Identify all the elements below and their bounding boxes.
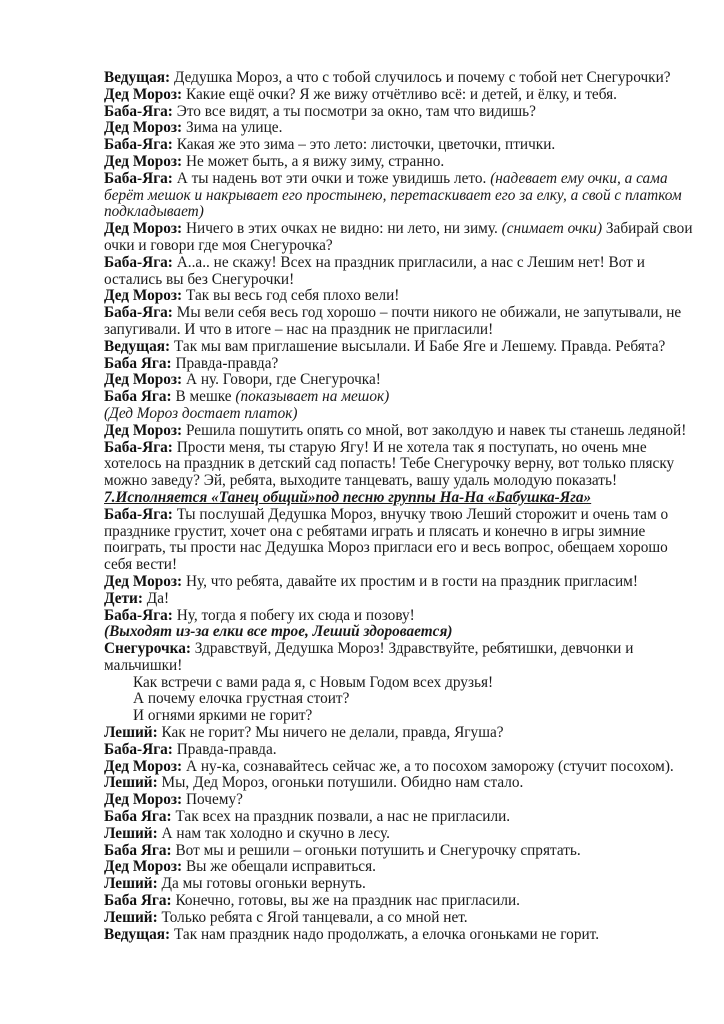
script-line bbox=[104, 490, 704, 507]
dialogue-text: Вот мы и решили – огоньки потушить и Снегурочку спрятать. bbox=[171, 841, 581, 859]
dialogue-text: Ты послушай Дедушка Мороз, внучку твою Леший сторожит и очень там о bbox=[172, 505, 669, 523]
dialogue-text: хотелось на праздник в детский сад попасть! Тебе Снегурочку верну, вот только пляску bbox=[104, 455, 675, 473]
script-line bbox=[104, 809, 704, 826]
script-line bbox=[104, 322, 704, 339]
dialogue-text: остались вы без Снегурочки! bbox=[104, 270, 295, 288]
script-line bbox=[104, 893, 704, 910]
dialogue-text: Ну, что ребята, давайте их простим и в гости на праздник пригласим! bbox=[182, 572, 638, 590]
script-line bbox=[104, 272, 704, 289]
speaker-name: Баба-Яга: bbox=[104, 169, 173, 187]
dialogue-text: Зима на улице. bbox=[182, 119, 283, 137]
verse-line: Как встречи с вами рада я, с Новым Годом всех друзья! bbox=[133, 673, 494, 691]
script-line bbox=[104, 70, 704, 87]
dialogue-text: Как не горит? Мы ничего не делали, правда, Ягуша? bbox=[157, 724, 504, 742]
script-line bbox=[104, 356, 704, 373]
speaker-name: Ведущая: bbox=[104, 69, 171, 86]
script-line bbox=[104, 507, 704, 524]
dialogue-text: Да! bbox=[142, 589, 170, 607]
dialogue-text: А ты надень вот эти очки и тоже увидишь лето. bbox=[172, 169, 491, 187]
script-line bbox=[104, 154, 704, 171]
dialogue-text: Какие ещё очки? Я же вижу отчётливо всё: и детей, и ёлку, и тебя. bbox=[182, 85, 617, 103]
dialogue-text: Вы же обещали исправиться. bbox=[182, 858, 376, 876]
script-line bbox=[104, 339, 704, 356]
speaker-name: Баба-Яга: bbox=[104, 438, 173, 456]
speaker-name: Ведущая: bbox=[104, 337, 171, 355]
speaker-name: Дед Мороз: bbox=[104, 572, 183, 590]
dialogue-text: Конечно, готовы, вы же на праздник нас пригласили. bbox=[171, 892, 520, 910]
speaker-name: Баба-Яга: bbox=[104, 253, 173, 271]
speaker-name: Дед Мороз: bbox=[104, 757, 183, 775]
dialogue-text: Да мы готовы огоньки вернуть. bbox=[157, 875, 366, 893]
script-line bbox=[104, 204, 704, 221]
script-line bbox=[104, 843, 704, 860]
script-line bbox=[104, 876, 704, 893]
script-line bbox=[104, 725, 704, 742]
script-line bbox=[104, 440, 704, 457]
script-line bbox=[104, 792, 704, 809]
speaker-name: Баба Яга: bbox=[104, 892, 172, 910]
speaker-name: Дети: bbox=[104, 589, 143, 607]
script-line bbox=[104, 221, 704, 238]
speaker-name: Баба-Яга: bbox=[104, 505, 173, 523]
stage-direction: (показывает на мешок) bbox=[235, 388, 390, 406]
script-line bbox=[104, 305, 704, 322]
script-line bbox=[104, 641, 704, 658]
dialogue-text: Так нам праздник надо продолжать, а елочка огоньками не горит. bbox=[170, 925, 600, 943]
dialogue-text: Так вы весь год себя плохо вели! bbox=[182, 287, 400, 305]
script-line bbox=[104, 473, 704, 490]
dialogue-text: Мы вели себя весь год хорошо – почти никого не обижали, не запутывали, не bbox=[172, 304, 682, 322]
script-line bbox=[104, 423, 704, 440]
speaker-name: Баба Яга: bbox=[104, 808, 172, 826]
script-line bbox=[104, 238, 704, 255]
dialogue-text: Только ребята с Ягой танцевали, а со мной нет. bbox=[157, 908, 468, 926]
script-line bbox=[104, 389, 704, 406]
script-line bbox=[104, 288, 704, 305]
script-line bbox=[104, 104, 704, 121]
script-line bbox=[104, 675, 704, 692]
speaker-name: Баба-Яга: bbox=[104, 606, 173, 624]
speaker-name: Леший: bbox=[104, 774, 158, 792]
dialogue-text: Здравствуй, Дедушка Мороз! Здравствуйте, ребятишки, девчонки и bbox=[190, 640, 634, 658]
dialogue-text: запугивали. И что в итоге – нас на праздник не пригласили! bbox=[104, 320, 494, 338]
dialogue-text: празднике грустит, хочет она с ребятами играть и плясать и конечно в игры зимние bbox=[104, 522, 646, 540]
script-line bbox=[104, 87, 704, 104]
speaker-name: Леший: bbox=[104, 724, 158, 742]
script-line bbox=[104, 406, 704, 423]
speaker-name: Баба-Яга: bbox=[104, 102, 173, 120]
dialogue-text: Правда-правда? bbox=[171, 354, 279, 372]
dialogue-text: мальчишки! bbox=[104, 656, 183, 674]
script-line bbox=[104, 759, 704, 776]
dialogue-text: поиграть, ты прости нас Дедушка Мороз пригласи его и весь вопрос, обещаем хорошо bbox=[104, 539, 668, 557]
speaker-name: Баба Яга: bbox=[104, 841, 172, 859]
speaker-name: Баба-Яга: bbox=[104, 740, 173, 758]
dialogue-text: А ну-ка, сознавайтесь сейчас же, а то посохом заморожу (стучит посохом). bbox=[182, 757, 674, 775]
dialogue-text: Ничего в этих очках не видно: ни лето, ни зиму. bbox=[182, 220, 502, 238]
speaker-name: Снегурочка: bbox=[104, 640, 191, 658]
dialogue-text: Так всех на праздник позвали, а нас не пригласили. bbox=[171, 808, 511, 826]
dialogue-text: В мешке bbox=[171, 388, 236, 406]
script-line bbox=[104, 137, 704, 154]
speaker-name: Леший: bbox=[104, 908, 158, 926]
stage-direction: (снимает очки) bbox=[501, 220, 603, 238]
dialogue-text: Почему? bbox=[182, 791, 243, 809]
speaker-name: Ведущая: bbox=[104, 925, 171, 943]
section-heading: 7.Исполняется «Танец общий»под песню группы На-На «Бабушка-Яга» bbox=[104, 488, 592, 506]
dialogue-text: можно заведу? Эй, ребята, выходите танцевать, вашу удаль молодую показать! bbox=[104, 472, 618, 490]
speaker-name: Дед Мороз: bbox=[104, 287, 183, 305]
script-line bbox=[104, 557, 704, 574]
script-line bbox=[104, 927, 704, 944]
script-line bbox=[104, 574, 704, 591]
script-line bbox=[104, 120, 704, 137]
speaker-name: Леший: bbox=[104, 824, 158, 842]
dialogue-text: Решила пошутить опять со мной, вот заколдую и навек ты станешь ледяной! bbox=[182, 421, 687, 439]
script-line bbox=[104, 624, 704, 641]
script-line bbox=[104, 171, 704, 188]
script-line bbox=[104, 608, 704, 625]
dialogue-text: Это все видят, а ты посмотри за окно, там что видишь? bbox=[172, 102, 536, 120]
speaker-name: Дед Мороз: bbox=[104, 152, 183, 170]
speaker-name: Дед Мороз: bbox=[104, 119, 183, 137]
stage-direction: берёт мешок и накрывает его простынею, перетаскивает его за елку, а свой с платком bbox=[104, 186, 682, 204]
speaker-name: Дед Мороз: bbox=[104, 220, 183, 238]
stage-direction: (надевает ему очки, а сама bbox=[490, 169, 668, 187]
speaker-name: Дед Мороз: bbox=[104, 791, 183, 809]
script-line bbox=[104, 742, 704, 759]
script-line bbox=[104, 826, 704, 843]
script-line bbox=[104, 372, 704, 389]
script-line bbox=[104, 188, 704, 205]
speaker-name: Баба Яга: bbox=[104, 388, 172, 406]
script-line bbox=[104, 775, 704, 792]
dialogue-text: Так мы вам приглашение высылали. И Бабе Яге и Лешему. Правда. Ребята? bbox=[170, 337, 666, 355]
verse-line: А почему елочка грустная стоит? bbox=[133, 690, 350, 708]
script-line bbox=[104, 456, 704, 473]
dialogue-text: Забирай свои bbox=[602, 220, 693, 238]
dialogue-text: Какая же это зима – это лето: листочки, цветочки, птички. bbox=[172, 136, 556, 154]
dialogue-text: Не может быть, а я вижу зиму, странно. bbox=[182, 152, 445, 170]
dialogue-text: Дедушка Мороз, а что с тобой случилось и почему с тобой нет Снегурочки? bbox=[170, 69, 671, 86]
script-line bbox=[104, 591, 704, 608]
speaker-name: Дед Мороз: bbox=[104, 858, 183, 876]
script-line bbox=[104, 910, 704, 927]
script-line bbox=[104, 708, 704, 725]
dialogue-text: Правда-правда. bbox=[172, 740, 277, 758]
dialogue-text: А нам так холодно и скучно в лесу. bbox=[157, 824, 391, 842]
script-line bbox=[104, 524, 704, 541]
speaker-name: Леший: bbox=[104, 875, 158, 893]
script-line bbox=[104, 691, 704, 708]
stage-direction: (Выходят из-за елки все трое, Леший здоровается) bbox=[104, 623, 453, 641]
stage-direction: подкладывает) bbox=[104, 203, 204, 221]
speaker-name: Дед Мороз: bbox=[104, 371, 183, 389]
stage-direction: (Дед Мороз достает платок) bbox=[104, 404, 298, 422]
document-page bbox=[104, 70, 704, 943]
speaker-name: Баба-Яга: bbox=[104, 136, 173, 154]
script-line bbox=[104, 540, 704, 557]
dialogue-text: Мы, Дед Мороз, огоньки потушили. Обидно нам стало. bbox=[157, 774, 524, 792]
script-line bbox=[104, 658, 704, 675]
script-line bbox=[104, 255, 704, 272]
speaker-name: Дед Мороз: bbox=[104, 85, 183, 103]
dialogue-text: А ну. Говори, где Снегурочка! bbox=[182, 371, 381, 389]
dialogue-text: очки и говори где моя Снегурочка? bbox=[104, 236, 333, 254]
dialogue-text: Прости меня, ты старую Ягу! И не хотела так я поступать, но очень мне bbox=[172, 438, 647, 456]
dialogue-text: А..а.. не скажу! Всех на праздник пригласили, а нас с Лешим нет! Вот и bbox=[172, 253, 645, 271]
speaker-name: Баба Яга: bbox=[104, 354, 172, 372]
dialogue-text: Ну, тогда я побегу их сюда и позову! bbox=[172, 606, 415, 624]
dialogue-text: себя вести! bbox=[104, 556, 178, 574]
speaker-name: Баба-Яга: bbox=[104, 304, 173, 322]
script-line bbox=[104, 859, 704, 876]
verse-line: И огнями яркими не горит? bbox=[133, 707, 313, 725]
speaker-name: Дед Мороз: bbox=[104, 421, 183, 439]
